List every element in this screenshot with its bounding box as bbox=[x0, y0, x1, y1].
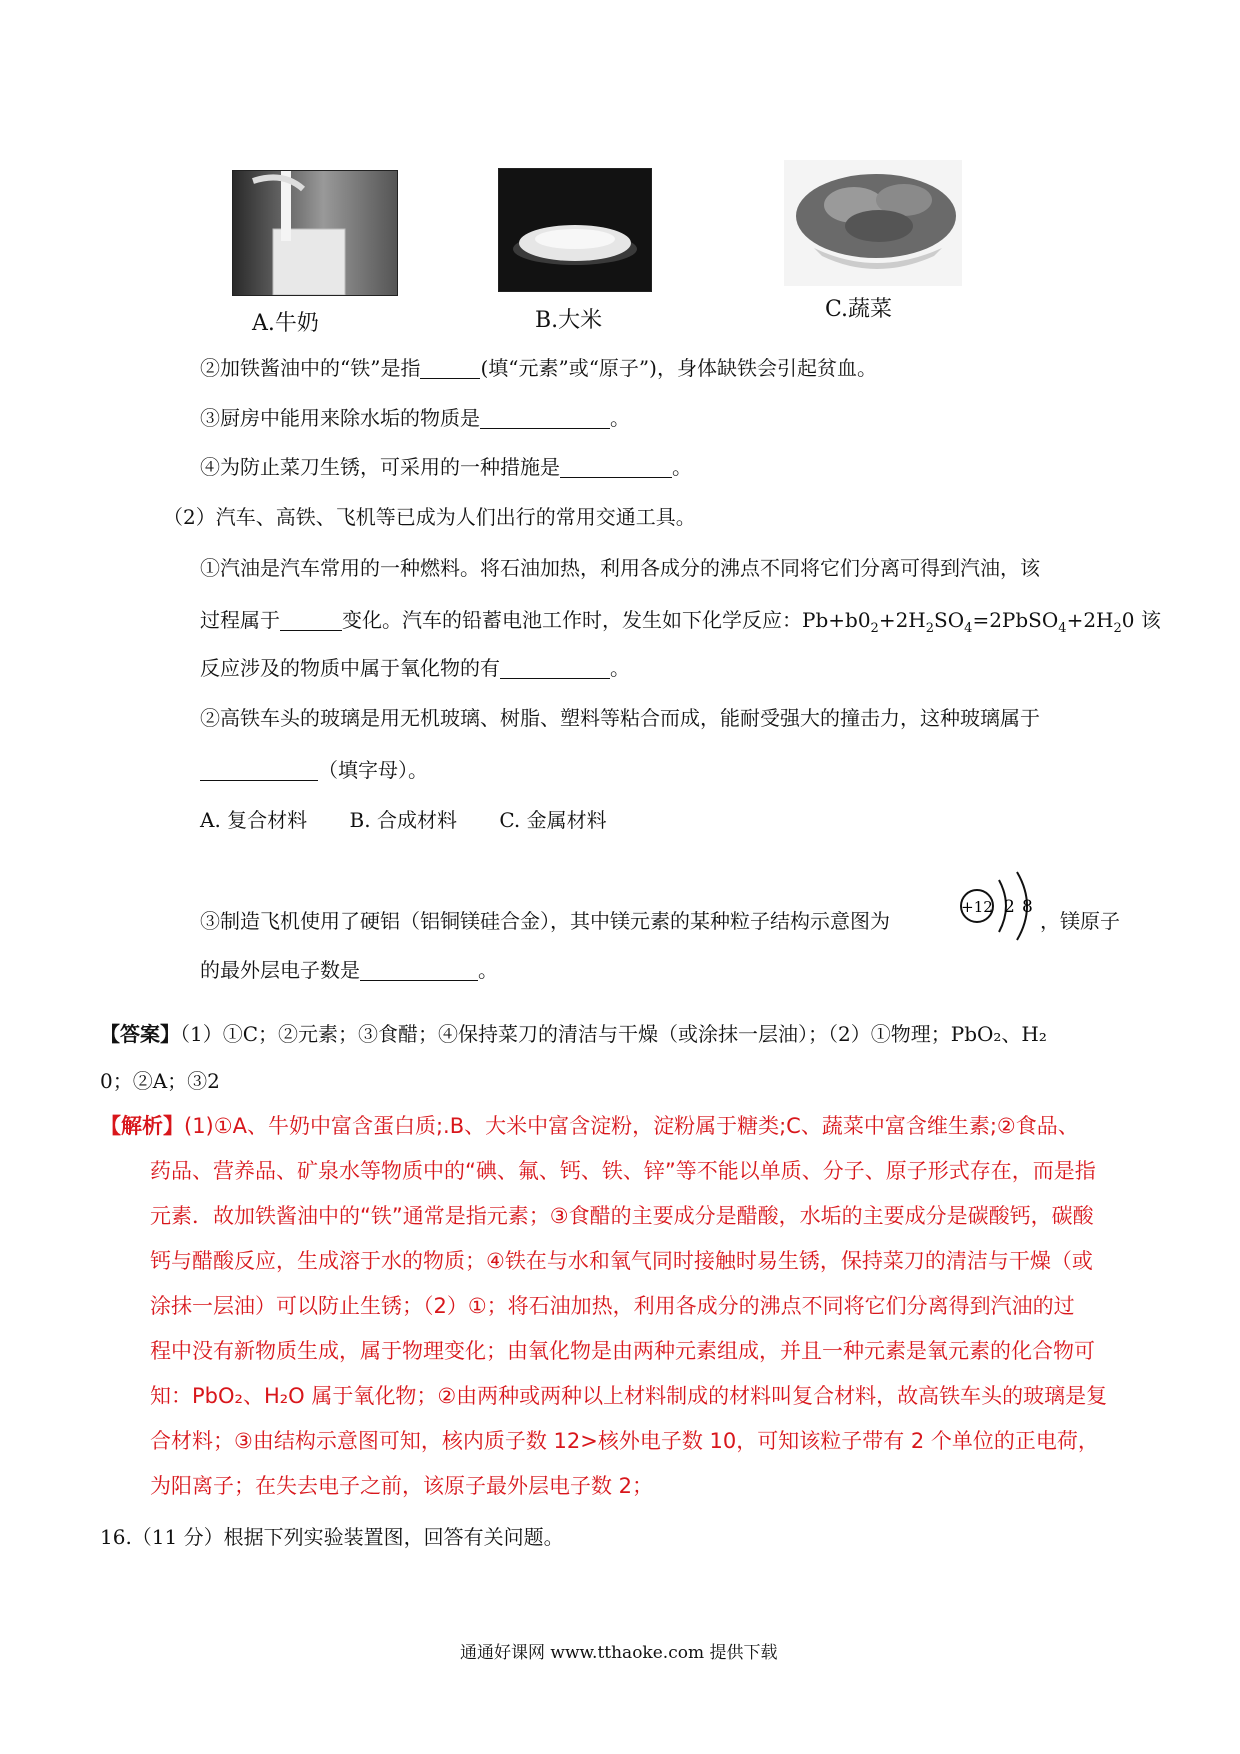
analysis-line-9: 为阳离子；在失去电子之前，该原子最外层电子数 2； bbox=[150, 1474, 654, 1498]
q2-heading: （2）汽车、高铁、飞机等已成为人们出行的常用交通工具。 bbox=[163, 505, 696, 529]
q3-1-line: ③制造飞机使用了硬铝（铝铜镁硅合金），其中镁元素的某种粒子结构示意图为 bbox=[200, 909, 890, 933]
option-a: A. 复合材料 bbox=[200, 808, 308, 832]
q2-4-line: ②高铁车头的玻璃是用无机玻璃、树脂、塑料等粘合而成，能耐受强大的撞击力，这种玻璃属于 bbox=[200, 706, 1040, 730]
milk-photo bbox=[232, 170, 398, 296]
q1-2-line: ②加铁酱油中的“铁”是指 (填“元素”或“原子”)，身体缺铁会引起贫血。 bbox=[200, 356, 877, 380]
analysis-line-6: 程中没有新物质生成，属于物理变化；由氧化物是由两种元素组成，并且一种元素是氧元素的化合物可 bbox=[150, 1339, 1095, 1363]
q1-3-line: ③厨房中能用来除水垢的物质是 。 bbox=[200, 406, 630, 430]
answer-blank[interactable] bbox=[420, 356, 480, 379]
shell2-count: 8 bbox=[1022, 897, 1033, 917]
analysis-line-4: 钙与醋酸反应，生成溶于水的物质；④铁在与水和氧气同时接触时易生锈，保持菜刀的清洁与干燥（或 bbox=[150, 1249, 1093, 1273]
question-16: 16.（11 分）根据下列实验装置图，回答有关问题。 bbox=[100, 1525, 564, 1549]
answer-blank[interactable] bbox=[200, 758, 318, 781]
q2-2-line: 过程属于 变化。汽车的铅蓄电池工作时，发生如下化学反应：$Pb+b0_2+2H_2SO_4=2PbSO_4+2H_20$ 该 bbox=[200, 608, 1161, 636]
q2-1-line: ①汽油是汽车常用的一种燃料。将石油加热，利用各成分的沸点不同将它们分离可得到汽油，该 bbox=[200, 556, 1040, 580]
analysis-line-2: 药品、营养品、矿泉水等物质中的“碘、氟、钙、铁、锌”等不能以单质、分子、原子形式存在，而是指 bbox=[150, 1159, 1096, 1183]
q2-5-line: （填字母）。 bbox=[200, 755, 428, 785]
vegetable-caption: C.蔬菜 bbox=[825, 297, 893, 322]
milk-caption: A.牛奶 bbox=[252, 311, 319, 336]
shell1-count: 2 bbox=[1004, 897, 1015, 917]
answer-label: 【答案】 bbox=[100, 1022, 180, 1046]
rice-photo bbox=[498, 168, 652, 292]
q2-3-line: 反应涉及的物质中属于氧化物的有 。 bbox=[200, 656, 630, 680]
vegetable-photo bbox=[784, 160, 962, 286]
answer-blank[interactable] bbox=[480, 406, 610, 429]
milk-glass-icon bbox=[233, 171, 397, 295]
q1-4-line: ④为防止菜刀生锈，可采用的一种措施是 。 bbox=[200, 455, 692, 479]
analysis-label: 【解析】 bbox=[100, 1114, 184, 1138]
rice-bowl-icon bbox=[499, 169, 651, 291]
q3-1-tail: ，镁原子 bbox=[1040, 909, 1120, 933]
footer-credit: 通通好课网 www.tthaoke.com 提供下载 bbox=[460, 1643, 778, 1663]
rice-caption: B.大米 bbox=[535, 308, 603, 333]
answer-line-1: 【答案】（1）①C；②元素；③食醋；④保持菜刀的清洁与干燥（或涂抹一层油）；（2）①物理；PbO₂、H₂ bbox=[100, 1022, 1047, 1046]
option-b: B. 合成材料 bbox=[349, 808, 457, 832]
answer-blank[interactable] bbox=[500, 656, 610, 679]
answer-blank[interactable] bbox=[280, 608, 342, 631]
nucleus-charge: +12 bbox=[961, 898, 993, 916]
magnesium-ion-structure-diagram bbox=[955, 868, 1045, 944]
vegetable-bowl-icon bbox=[784, 160, 962, 286]
analysis-line-7: 知：PbO₂、H₂O 属于氧化物；②由两种或两种以上材料制成的材料叫复合材料，故高铁车头的玻璃是复 bbox=[150, 1384, 1108, 1408]
analysis-line-3: 元素．故加铁酱油中的“铁”通常是指元素；③食醋的主要成分是醋酸，水垢的主要成分是碳酸钙，碳酸 bbox=[150, 1204, 1094, 1228]
option-c: C. 金属材料 bbox=[499, 808, 607, 832]
answer-blank[interactable] bbox=[360, 958, 478, 981]
q3-2-line: 的最外层电子数是 。 bbox=[200, 958, 498, 982]
answer-line-2: 0；②A；③2 bbox=[100, 1069, 220, 1093]
analysis-line-5: 涂抹一层油）可以防止生锈；（2）①；将石油加热，利用各成分的沸点不同将它们分离得到汽油的过 bbox=[150, 1294, 1075, 1318]
analysis-line-1: 【解析】(1)①A、牛奶中富含蛋白质;.B、大米中富含淀粉，淀粉属于糖类;C、蔬菜中富含维生素;②食品、 bbox=[100, 1114, 1079, 1138]
analysis-line-8: 合材料；③由结构示意图可知，核内质子数 12>核外电子数 10，可知该粒子带有 2 个单位的正电荷， bbox=[150, 1429, 1099, 1453]
q2-options bbox=[200, 805, 607, 835]
answer-blank[interactable] bbox=[560, 455, 672, 478]
